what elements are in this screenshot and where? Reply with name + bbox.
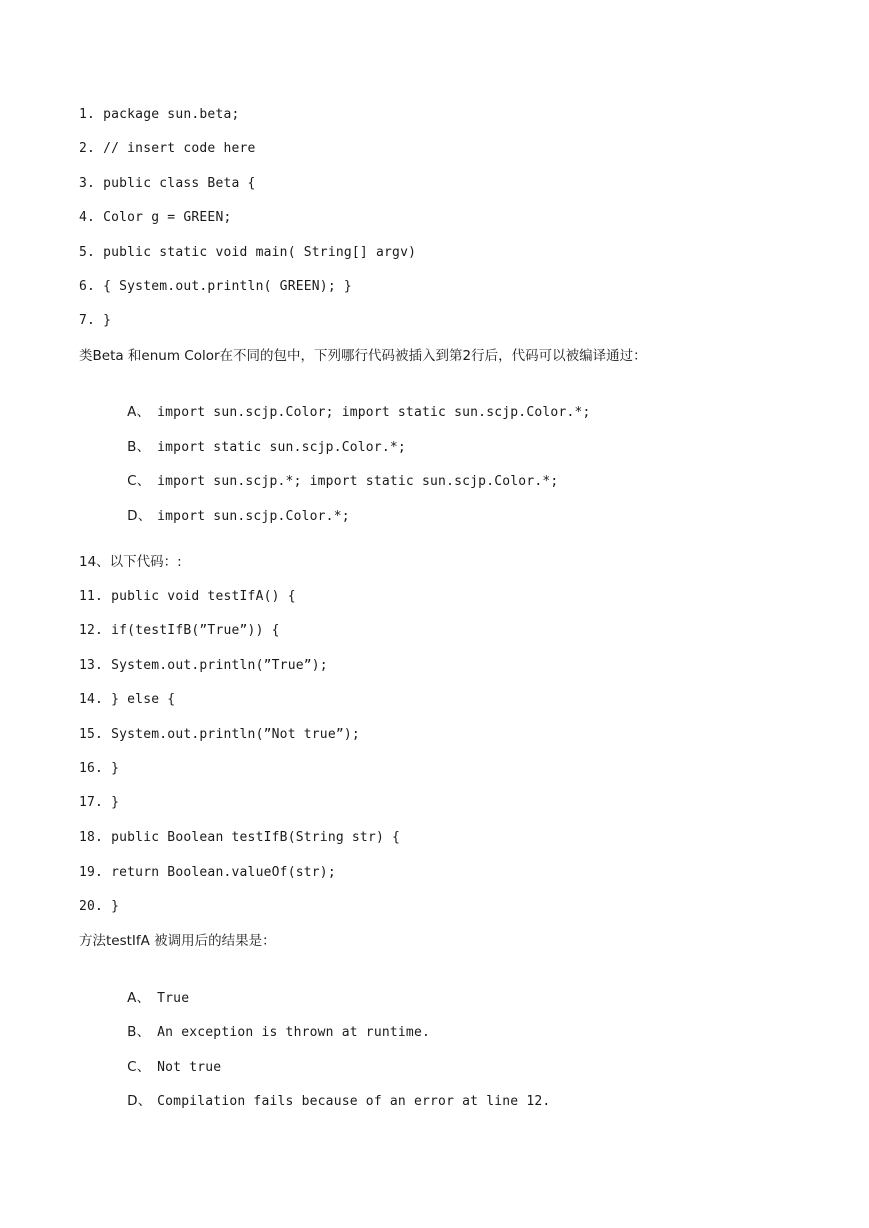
code-line: 5. public static void main( String[] argv): [79, 245, 417, 260]
option-letter: D、: [127, 1093, 152, 1109]
option-letter: B、: [127, 439, 151, 455]
code-line: 15. System.out.println(”Not true”);: [79, 727, 360, 742]
option-letter: B、: [127, 1024, 151, 1040]
option-text: import sun.scjp.*; import static sun.scjp.Color.*;: [157, 474, 559, 489]
code-line: 13. System.out.println(”True”);: [79, 658, 328, 673]
option-text: import sun.scjp.Color.*;: [157, 509, 350, 524]
answer-option-c: [95, 448, 559, 489]
answer-option-a: [95, 965, 190, 1006]
answer-option-a: [95, 379, 591, 420]
answer-option-d: [95, 483, 350, 524]
code-line: 1. package sun.beta;: [79, 107, 240, 122]
answer-option-c: [95, 1034, 222, 1075]
option-letter: A、: [127, 990, 151, 1006]
option-text: True: [157, 991, 190, 1006]
code-line: 12. if(testIfB(”True”)) {: [79, 623, 280, 638]
option-letter: C、: [127, 473, 151, 489]
code-line: 2. // insert code here: [79, 141, 256, 156]
code-line: 16. }: [79, 761, 120, 776]
option-text: Compilation fails because of an error at line 12.: [157, 1094, 551, 1109]
code-line: 4. Color g = GREEN;: [79, 210, 232, 225]
option-text: import sun.scjp.Color; import static sun.scjp.Color.*;: [157, 405, 591, 420]
question-header: 14、以下代码：:: [79, 554, 182, 570]
answer-option-b: [95, 999, 431, 1040]
option-letter: D、: [127, 508, 152, 524]
option-text: An exception is thrown at runtime.: [157, 1025, 431, 1040]
code-line: 3. public class Beta {: [79, 176, 256, 191]
question-prompt: 方法testIfA 被调用后的结果是：: [79, 933, 276, 949]
code-line: 7. }: [79, 313, 112, 328]
code-line: 20. }: [79, 899, 120, 914]
option-text: Not true: [157, 1060, 222, 1075]
code-line: 11. public void testIfA() {: [79, 589, 296, 604]
answer-option-b: [95, 414, 406, 455]
question-prompt: 类Beta 和enum Color在不同的包中，下列哪行代码被插入到第2行后，代码可以被编译通过：: [79, 348, 647, 364]
option-text: import static sun.scjp.Color.*;: [157, 440, 406, 455]
option-letter: C、: [127, 1059, 151, 1075]
answer-option-d: [95, 1068, 551, 1109]
code-line: 14. } else {: [79, 692, 176, 707]
code-line: 19. return Boolean.valueOf(str);: [79, 865, 336, 880]
code-line: 6. { System.out.println( GREEN); }: [79, 279, 352, 294]
code-line: 18. public Boolean testIfB(String str) {: [79, 830, 401, 845]
code-line: 17. }: [79, 795, 120, 810]
option-letter: A、: [127, 404, 151, 420]
